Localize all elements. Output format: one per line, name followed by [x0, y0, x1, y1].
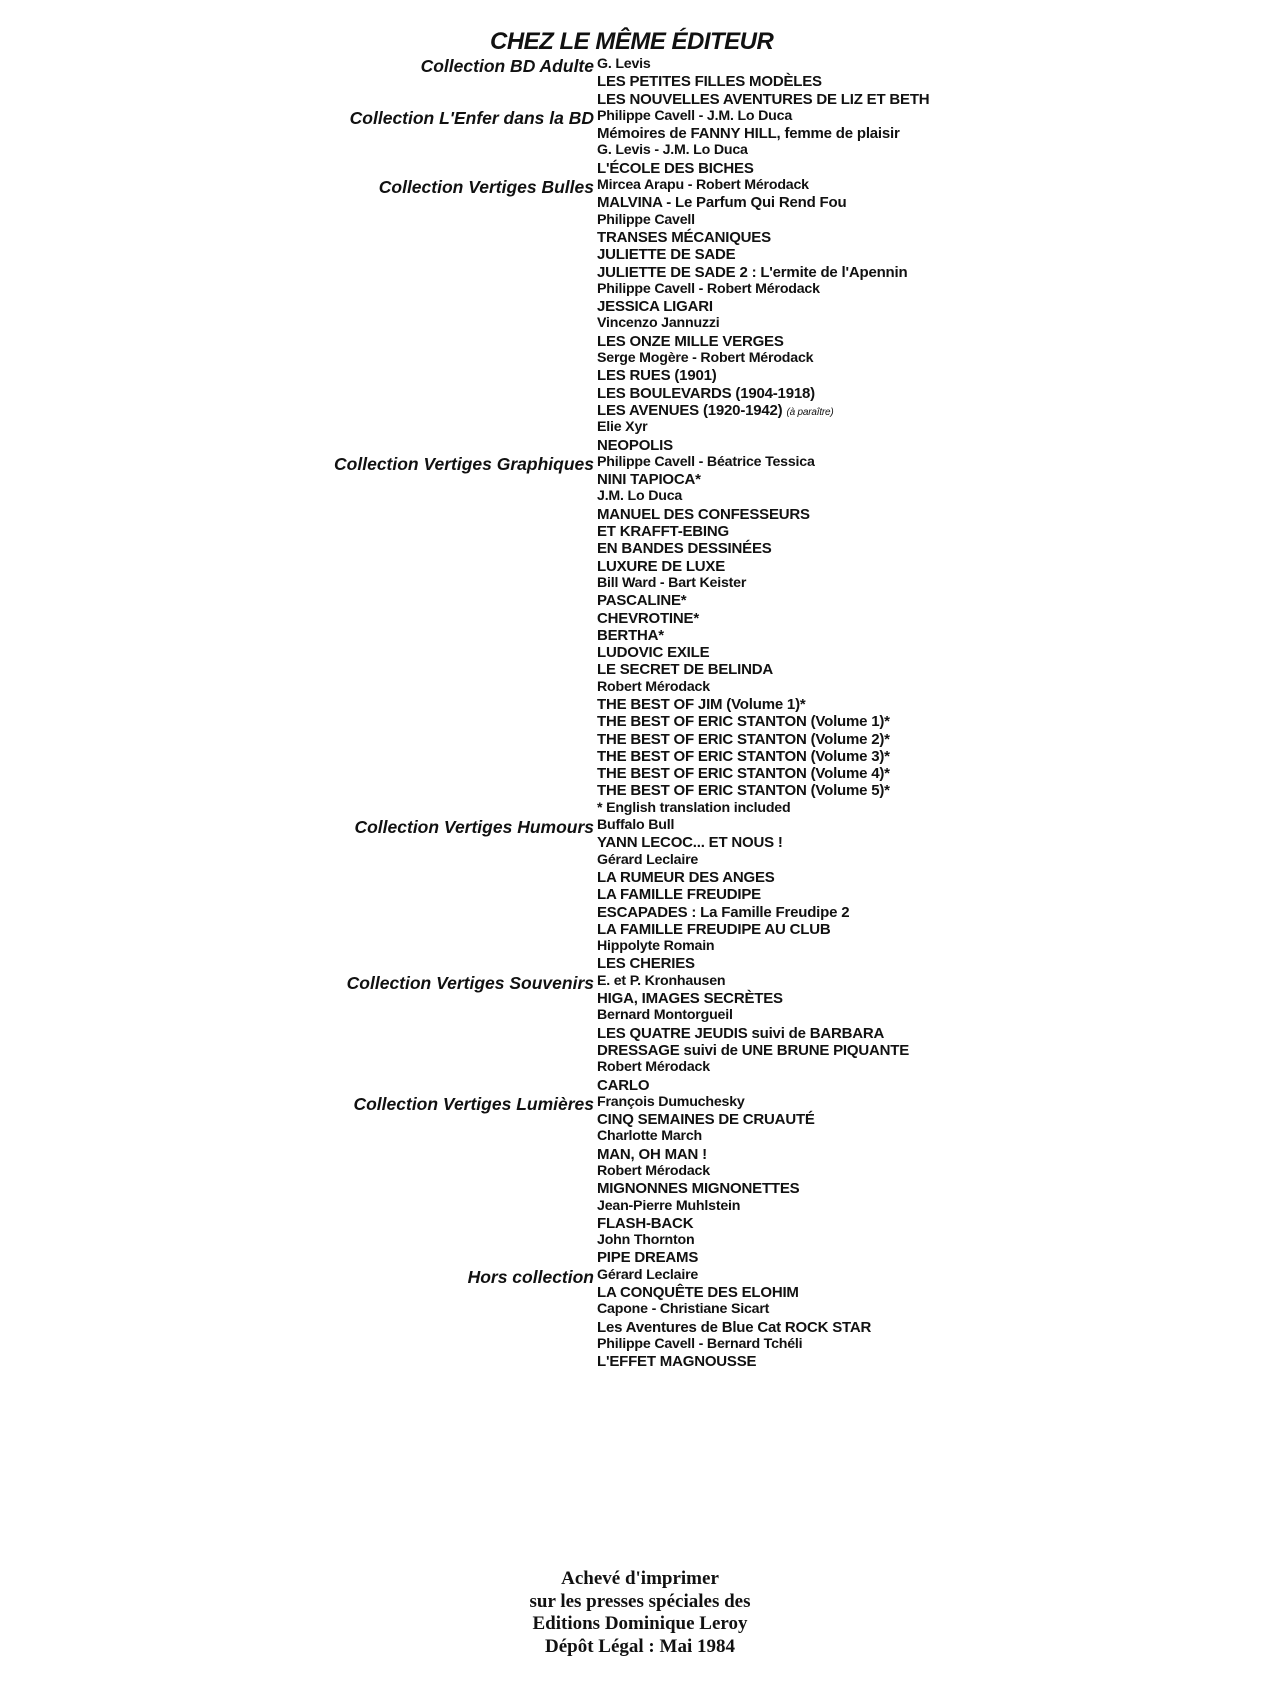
list-item	[0, 713, 1280, 730]
entry-text: THE BEST OF ERIC STANTON (Volume 3)*	[597, 747, 890, 765]
list-item	[0, 402, 1280, 419]
author-line	[597, 1059, 710, 1076]
book-title	[597, 385, 815, 402]
book-title	[597, 298, 713, 315]
author-line	[597, 142, 748, 159]
author-line	[597, 852, 698, 869]
entry-text: Philippe Cavell - Béatrice Tessica	[597, 453, 815, 470]
list-item	[0, 1319, 1280, 1336]
list-item	[0, 1042, 1280, 1059]
entry-text: LA FAMILLE FREUDIPE AU CLUB	[597, 920, 831, 938]
collections-list	[0, 56, 1280, 1371]
entry-text: Les Aventures de Blue Cat ROCK STAR	[597, 1318, 872, 1336]
entry-text: J.M. Lo Duca	[597, 488, 683, 505]
entry-text: Philippe Cavell - J.M. Lo Duca	[597, 107, 793, 124]
list-item	[0, 1163, 1280, 1180]
entry-text: Robert Mérodack	[597, 678, 710, 695]
entry-text: CHEVROTINE*	[597, 609, 699, 627]
list-item	[0, 1336, 1280, 1353]
entry-text: LES AVENUES (1920-1942)	[597, 401, 783, 419]
list-item	[0, 886, 1280, 903]
entry-text: JULIETTE DE SADE	[597, 246, 736, 264]
book-title	[597, 1215, 693, 1232]
entry-text: G. Levis	[597, 56, 651, 72]
list-item	[0, 782, 1280, 799]
author-line	[597, 1007, 733, 1024]
book-title	[597, 229, 771, 246]
list-item	[0, 367, 1280, 384]
author-line	[597, 1128, 702, 1145]
list-item	[0, 748, 1280, 765]
entry-text: Buffalo Bull	[597, 817, 675, 834]
entry-text: YANN LECOC... ET NOUS !	[597, 834, 783, 852]
author-line	[597, 1232, 694, 1249]
entry-text: TRANSES MÉCANIQUES	[597, 228, 771, 246]
book-title	[597, 1319, 871, 1336]
list-item	[0, 333, 1280, 350]
list-item	[0, 558, 1280, 575]
entry-text: LES ONZE MILLE VERGES	[597, 332, 784, 350]
book-title	[597, 333, 784, 350]
entry-text: John Thornton	[597, 1232, 695, 1249]
book-title	[597, 610, 699, 627]
list-item	[0, 627, 1280, 644]
book-title	[597, 91, 929, 108]
book-title	[597, 506, 810, 523]
book-title	[597, 955, 695, 972]
book-title	[597, 644, 709, 661]
collection-heading: Collection Vertiges Souvenirs	[346, 972, 594, 993]
list-item	[0, 229, 1280, 246]
book-title	[597, 1077, 649, 1094]
entry-text: LES NOUVELLES AVENTURES DE LIZ ET BETH	[597, 90, 930, 108]
entry-text: L'EFFET MAGNOUSSE	[597, 1353, 757, 1371]
author-line	[597, 315, 719, 332]
list-item	[0, 453, 1280, 474]
list-item	[0, 385, 1280, 402]
entry-text: MAN, OH MAN !	[597, 1145, 707, 1163]
entry-text: PASCALINE*	[597, 592, 687, 610]
list-item	[0, 1111, 1280, 1128]
author-line	[597, 817, 674, 834]
collection-heading: Collection Vertiges Lumières	[353, 1093, 594, 1114]
list-item	[0, 731, 1280, 748]
list-item	[0, 869, 1280, 886]
entry-text: LES PETITES FILLES MODÈLES	[597, 73, 822, 91]
entry-text: Serge Mogère - Robert Mérodack	[597, 350, 814, 367]
book-title	[597, 886, 761, 903]
colophon-line: Editions Dominique Leroy	[532, 1613, 748, 1634]
book-title	[597, 1025, 884, 1042]
book-title	[597, 990, 783, 1007]
colophon	[0, 1568, 1280, 1658]
list-item	[0, 990, 1280, 1007]
list-item	[0, 298, 1280, 315]
entry-text: BERTHA*	[597, 626, 664, 644]
list-item	[0, 955, 1280, 972]
collection-heading: Hors collection	[467, 1266, 594, 1287]
entry-text: MALVINA - Le Parfum Qui Rend Fou	[597, 194, 847, 212]
list-item	[0, 1249, 1280, 1266]
author-line	[597, 575, 746, 592]
list-item	[0, 1266, 1280, 1287]
list-item	[0, 281, 1280, 298]
entry-text: François Dumuchesky	[597, 1093, 745, 1110]
book-title	[597, 696, 806, 713]
list-item	[0, 194, 1280, 211]
list-item	[0, 107, 1280, 128]
book-title	[597, 437, 673, 454]
list-item	[0, 1077, 1280, 1094]
list-item	[0, 437, 1280, 454]
entry-text: LA RUMEUR DES ANGES	[597, 868, 775, 886]
list-item	[0, 1232, 1280, 1249]
list-item	[0, 142, 1280, 159]
list-item	[0, 852, 1280, 869]
colophon-line: Achevé d'imprimer	[561, 1568, 719, 1589]
entry-text: LE SECRET DE BELINDA	[597, 661, 774, 679]
list-item	[0, 73, 1280, 90]
list-item	[0, 1128, 1280, 1145]
entry-text: NEOPOLIS	[597, 436, 673, 454]
author-line	[597, 177, 809, 194]
entry-text: THE BEST OF ERIC STANTON (Volume 4)*	[597, 765, 890, 783]
author-line	[597, 1094, 745, 1111]
entry-text: LA FAMILLE FREUDIPE	[597, 886, 761, 904]
list-item	[0, 523, 1280, 540]
list-item	[0, 488, 1280, 505]
list-item	[0, 1059, 1280, 1076]
list-item	[0, 471, 1280, 488]
author-line	[597, 1163, 710, 1180]
book-title	[597, 160, 754, 177]
colophon-line: sur les presses spéciales des	[529, 1590, 751, 1612]
book-title	[597, 765, 890, 782]
collection-heading: Collection Vertiges Graphiques	[334, 453, 594, 474]
list-item	[0, 575, 1280, 592]
list-item	[0, 160, 1280, 177]
list-item	[0, 661, 1280, 678]
author-line	[597, 938, 714, 955]
entry-text: * English translation included	[597, 799, 791, 816]
book-title	[597, 264, 907, 281]
list-item	[0, 264, 1280, 281]
author-line	[597, 1336, 802, 1353]
book-title	[597, 661, 773, 678]
entry-text: Gérard Leclaire	[597, 1266, 699, 1283]
entry-text: THE BEST OF ERIC STANTON (Volume 2)*	[597, 730, 890, 748]
entry-text: ESCAPADES : La Famille Freudipe 2	[597, 903, 850, 921]
list-item	[0, 540, 1280, 557]
book-title	[597, 194, 846, 211]
book-title	[597, 1353, 756, 1370]
list-item	[0, 246, 1280, 263]
entry-text: CARLO	[597, 1076, 650, 1094]
list-item	[0, 921, 1280, 938]
entry-note: (à paraître)	[786, 406, 834, 418]
author-line	[597, 350, 813, 367]
author-line	[597, 973, 725, 990]
list-item	[0, 1353, 1280, 1370]
list-item	[0, 350, 1280, 367]
entry-text: THE BEST OF JIM (Volume 1)*	[597, 695, 806, 713]
author-line	[597, 1198, 740, 1215]
entry-text: Charlotte March	[597, 1128, 702, 1145]
collection-heading: Collection L'Enfer dans la BD	[349, 107, 594, 128]
book-title	[597, 540, 772, 557]
list-item	[0, 696, 1280, 713]
list-item	[0, 1007, 1280, 1024]
list-item	[0, 506, 1280, 523]
entry-text: NINI TAPIOCA*	[597, 471, 701, 489]
entry-text: ET KRAFFT-EBING	[597, 523, 729, 541]
author-line	[597, 56, 651, 73]
entry-text: Jean-Pierre Muhlstein	[597, 1197, 741, 1214]
book-title	[597, 748, 890, 765]
entry-text: Robert Mérodack	[597, 1059, 710, 1076]
list-item	[0, 56, 1280, 76]
book-title	[597, 471, 701, 488]
book-title	[597, 869, 775, 886]
entry-text: FLASH-BACK	[597, 1214, 694, 1232]
collection-heading: Collection BD Adulte	[420, 56, 594, 76]
entry-text: Elie Xyr	[597, 419, 648, 436]
book-title	[597, 73, 822, 90]
list-item	[0, 765, 1280, 782]
entry-text: MIGNONNES MIGNONETTES	[597, 1180, 800, 1198]
collection-heading: Collection Vertiges Humours	[354, 817, 594, 838]
author-line	[597, 679, 710, 696]
page-title: CHEZ LE MÊME ÉDITEUR	[490, 28, 774, 55]
entry-text: MANUEL DES CONFESSEURS	[597, 505, 810, 523]
book-title	[597, 1284, 799, 1301]
list-item	[0, 1301, 1280, 1318]
entry-text: Vincenzo Jannuzzi	[597, 315, 720, 332]
list-item	[0, 1215, 1280, 1232]
entry-text: LUDOVIC EXILE	[597, 644, 710, 662]
book-title	[597, 592, 686, 609]
book-title	[597, 367, 717, 384]
list-item	[0, 315, 1280, 332]
entry-text: Hippolyte Romain	[597, 938, 715, 955]
list-item	[0, 610, 1280, 627]
entry-text: E. et P. Kronhausen	[597, 972, 726, 989]
collection-heading: Collection Vertiges Bulles	[378, 177, 594, 198]
list-item	[0, 592, 1280, 609]
author-line	[597, 454, 815, 471]
entry-text: LES QUATRE JEUDIS suivi de BARBARA	[597, 1024, 885, 1042]
list-item	[0, 91, 1280, 108]
entry-text: Philippe Cavell - Robert Mérodack	[597, 280, 820, 297]
book-title	[597, 627, 664, 644]
entry-text: THE BEST OF ERIC STANTON (Volume 1)*	[597, 713, 890, 731]
book-title	[597, 731, 890, 748]
book-title	[597, 834, 783, 851]
entry-text: Philippe Cavell - Bernard Tchéli	[597, 1335, 803, 1352]
list-item	[0, 904, 1280, 921]
entry-text: Mircea Arapu - Robert Mérodack	[597, 177, 809, 194]
book-title	[597, 558, 725, 575]
entry-text: THE BEST OF ERIC STANTON (Volume 5)*	[597, 782, 890, 800]
author-line	[597, 488, 682, 505]
list-item	[0, 1180, 1280, 1197]
list-item	[0, 972, 1280, 993]
author-line	[597, 212, 695, 229]
author-line	[597, 1267, 698, 1284]
book-title	[597, 1111, 815, 1128]
author-line	[597, 108, 792, 125]
list-item	[0, 125, 1280, 142]
list-item	[0, 419, 1280, 436]
book-title	[597, 523, 729, 540]
book-title	[597, 125, 900, 142]
entry-text: L'ÉCOLE DES BICHES	[597, 159, 754, 177]
entry-text: DRESSAGE suivi de UNE BRUNE PIQUANTE	[597, 1041, 910, 1059]
list-item	[0, 177, 1280, 198]
entry-text: Bill Ward - Bart Keister	[597, 574, 747, 591]
list-item	[0, 679, 1280, 696]
list-item	[0, 1093, 1280, 1114]
entry-text: LA CONQUÊTE DES ELOHIM	[597, 1284, 799, 1302]
entry-text: Mémoires de FANNY HILL, femme de plaisir	[597, 125, 900, 143]
author-line	[597, 281, 820, 298]
book-title	[597, 246, 736, 263]
entry-text: CINQ SEMAINES DE CRUAUTÉ	[597, 1111, 815, 1129]
entry-text: LES CHERIES	[597, 955, 695, 973]
list-item	[0, 1198, 1280, 1215]
entry-text: Robert Mérodack	[597, 1163, 710, 1179]
list-item	[0, 938, 1280, 955]
entry-text: JULIETTE DE SADE 2 : L'ermite de l'Apennin	[597, 263, 908, 281]
entry-text: LUXURE DE LUXE	[597, 557, 726, 575]
list-item	[0, 817, 1280, 838]
book-title	[597, 904, 849, 921]
entry-text: Capone - Christiane Sicart	[597, 1301, 770, 1318]
book-title	[597, 713, 890, 730]
entry-text: LES RUES (1901)	[597, 367, 717, 385]
entry-text: Gérard Leclaire	[597, 851, 699, 868]
book-title	[597, 1249, 698, 1266]
list-item	[0, 1025, 1280, 1042]
book-title	[597, 1042, 909, 1059]
author-line	[597, 1301, 769, 1318]
book-title	[597, 782, 890, 799]
book-title	[597, 1146, 707, 1163]
list-item	[0, 800, 1280, 817]
entry-text: G. Levis - J.M. Lo Duca	[597, 142, 748, 159]
list-item	[0, 1284, 1280, 1301]
author-line	[597, 800, 790, 817]
entry-text: LES BOULEVARDS (1904-1918)	[597, 384, 815, 402]
author-line	[597, 419, 647, 436]
entry-text: PIPE DREAMS	[597, 1249, 699, 1267]
list-item	[0, 834, 1280, 851]
entry-text: HIGA, IMAGES SECRÈTES	[597, 990, 783, 1008]
entry-text: Philippe Cavell	[597, 211, 695, 228]
list-item	[0, 1146, 1280, 1163]
entry-text: JESSICA LIGARI	[597, 298, 713, 316]
list-item	[0, 212, 1280, 229]
list-item	[0, 644, 1280, 661]
entry-text: EN BANDES DESSINÉES	[597, 540, 772, 558]
book-title	[597, 921, 830, 938]
entry-text: Bernard Montorgueil	[597, 1007, 733, 1024]
colophon-line: Dépôt Légal : Mai 1984	[545, 1635, 735, 1657]
book-title	[597, 1180, 799, 1197]
